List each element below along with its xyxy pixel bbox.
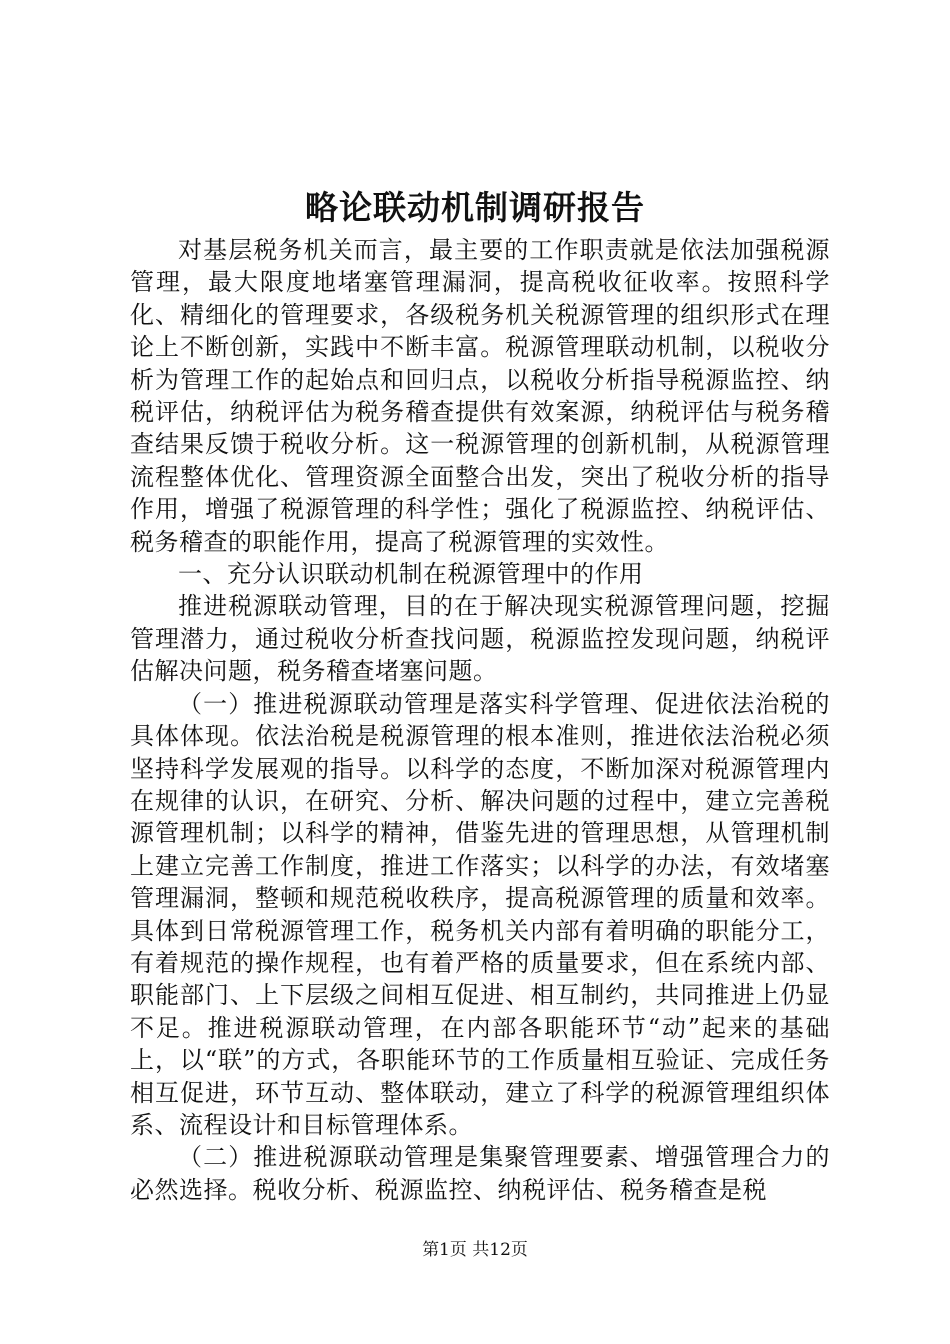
paragraph-subsection-2: （二）推进税源联动管理是集聚管理要素、增强管理合力的必然选择。税收分析、税源监控、纳税评估、税务稽查是税 bbox=[130, 1143, 830, 1204]
document-body bbox=[130, 234, 830, 1206]
document-title: 略论联动机制调研报告 bbox=[305, 188, 645, 227]
paragraph-subsection-1: （一）推进税源联动管理是落实科学管理、促进依法治税的具体体现。依法治税是税源管理的根本准则，推进依法治税必须坚持科学发展观的指导。以科学的态度，不断加深对税源管理内在规律的认识，在研究、分析、解决问题的过程中，建立完善税源管理机制；以科学的精神，借鉴先进的管理思想，从管理机制上建立完善工作制度，推进工作落实；以科学的办法，有效堵塞管理漏洞，整顿和规范税收秩序，提高税源管理的质量和效率。具体到日常税源管理工作，税务机关内部有着明确的职能分工，有着规范的操作规程，也有着严格的质量要求，但在系统内部、职能部门、上下层级之间相互促进、相互制约，共同推进上仍显不足。推进税源联动管理，在内部各职能环节“动”起来的基础上，以“联”的方式，各职能环节的工作质量相互验证、完成任务相互促进，环节互动、整体联动，建立了科学的税源管理组织体系、流程设计和目标管理体系。 bbox=[130, 689, 830, 1139]
paragraph-purpose: 推进税源联动管理，目的在于解决现实税源管理问题，挖掘管理潜力，通过税收分析查找问题，税源监控发现问题，纳税评估解决问题，税务稽查堵塞问题。 bbox=[130, 592, 830, 686]
page-number-footer: 第1页 共12页 bbox=[422, 1240, 528, 1260]
section-heading-1: 一、充分认识联动机制在税源管理中的作用 bbox=[178, 560, 644, 589]
paragraph-intro: 对基层税务机关而言，最主要的工作职责就是依法加强税源管理，最大限度地堵塞管理漏洞，提高税收征收率。按照科学化、精细化的管理要求，各级税务机关税源管理的组织形式在理论上不断创新，实践中不断丰富。税源管理联动机制，以税收分析为管理工作的起始点和回归点，以税收分析指导税源监控、纳税评估，纳税评估为税务稽查提供有效案源，纳税评估与税务稽查结果反馈于税收分析。这一税源管理的创新机制，从税源管理流程整体优化、管理资源全面整合出发，突出了税收分析的指导作用，增强了税源管理的科学性；强化了税源监控、纳税评估、税务稽查的职能作用，提高了税源管理的实效性。 bbox=[130, 236, 830, 556]
